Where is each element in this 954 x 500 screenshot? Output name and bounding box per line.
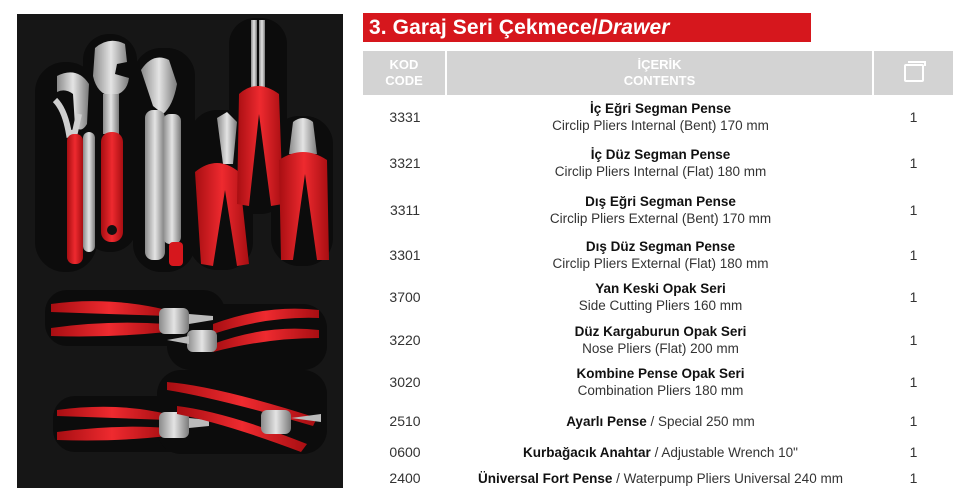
- row-name-en: Circlip Pliers Internal (Flat) 180 mm: [554, 164, 767, 179]
- row-qty: 1: [909, 289, 918, 305]
- table-row: [363, 411, 953, 431]
- row-content: [447, 280, 874, 314]
- row-separator: /: [646, 413, 658, 429]
- row-qty: 1: [909, 109, 918, 125]
- row-code: 3301: [389, 247, 421, 263]
- header-content-tr: İÇERİK: [637, 57, 682, 72]
- row-content: [447, 100, 874, 134]
- row-code: 3311: [389, 202, 421, 218]
- row-name-en: Circlip Pliers External (Bent) 170 mm: [549, 211, 772, 226]
- row-name-tr: Kurbağacık Anahtar: [523, 444, 651, 460]
- section-title: [363, 13, 811, 42]
- row-name-en: Nose Pliers (Flat) 200 mm: [582, 341, 739, 356]
- table-row: [363, 192, 953, 228]
- row-name-en: Waterpump Pliers Universal 240 mm: [623, 470, 843, 486]
- table-row: [363, 145, 953, 181]
- row-name-tr: İç Eğri Segman Pense: [589, 101, 732, 116]
- header-quantity: [874, 51, 953, 95]
- tool-tray-illustration: [17, 14, 343, 488]
- row-content: [447, 146, 874, 180]
- row-name-tr: Dış Düz Segman Pense: [585, 239, 736, 254]
- header-code: [363, 51, 445, 95]
- row-name-en: Combination Pliers 180 mm: [577, 383, 744, 398]
- row-qty: 1: [909, 374, 918, 390]
- row-name-tr: İç Düz Segman Pense: [590, 147, 731, 162]
- box-icon: [904, 64, 924, 82]
- row-name-tr: Kombine Pense Opak Seri: [576, 366, 745, 381]
- row-content: [447, 193, 874, 227]
- header-code-tr: KOD: [389, 57, 419, 72]
- row-name-tr: Yan Keski Opak Seri: [595, 281, 726, 296]
- row-qty: 1: [909, 470, 918, 486]
- row-code: 3700: [389, 289, 421, 305]
- table-row: [363, 442, 953, 462]
- table-header: [363, 51, 953, 95]
- row-name-tr: Ayarlı Pense: [566, 413, 647, 429]
- row-separator: /: [650, 444, 662, 460]
- row-separator: /: [612, 470, 624, 486]
- row-name-tr: Dış Eğri Segman Pense: [585, 194, 736, 209]
- row-content: [447, 413, 874, 430]
- row-qty: 1: [909, 247, 918, 263]
- row-code: 2510: [389, 413, 421, 429]
- row-qty: 1: [909, 413, 918, 429]
- section-title-italic: Drawer: [597, 16, 670, 39]
- row-name-en: Circlip Pliers External (Flat) 180 mm: [552, 256, 769, 271]
- header-contents: [447, 51, 872, 95]
- table-row: [363, 468, 953, 488]
- row-qty: 1: [909, 332, 918, 348]
- row-code: 3020: [389, 374, 421, 390]
- row-content: [447, 444, 874, 461]
- row-content: [447, 470, 874, 487]
- row-name-en: Adjustable Wrench 10": [661, 444, 798, 460]
- table-row: [363, 279, 953, 315]
- table-row: [363, 322, 953, 358]
- table-row: [363, 99, 953, 135]
- row-content: [447, 323, 874, 357]
- row-content: [447, 365, 874, 399]
- row-qty: 1: [909, 155, 918, 171]
- row-name-tr: Düz Kargaburun Opak Seri: [574, 324, 747, 339]
- row-code: 3220: [389, 332, 421, 348]
- table-row: [363, 237, 953, 273]
- row-qty: 1: [909, 444, 918, 460]
- row-content: [447, 238, 874, 272]
- row-code: 3331: [389, 109, 421, 125]
- product-photo: [17, 14, 343, 488]
- table-row: [363, 364, 953, 400]
- header-content-en: CONTENTS: [623, 73, 696, 88]
- row-code: 3321: [389, 155, 421, 171]
- row-name-tr: Üniversal Fort Pense: [478, 470, 613, 486]
- row-code: 0600: [389, 444, 421, 460]
- header-code-en: CODE: [385, 73, 423, 88]
- row-qty: 1: [909, 202, 918, 218]
- row-name-en: Side Cutting Pliers 160 mm: [578, 298, 743, 313]
- row-name-en: Circlip Pliers Internal (Bent) 170 mm: [552, 118, 769, 133]
- row-code: 2400: [389, 470, 421, 486]
- row-name-en: Special 250 mm: [658, 413, 755, 429]
- section-title-main: 3. Garaj Seri Çekmece/: [369, 16, 598, 39]
